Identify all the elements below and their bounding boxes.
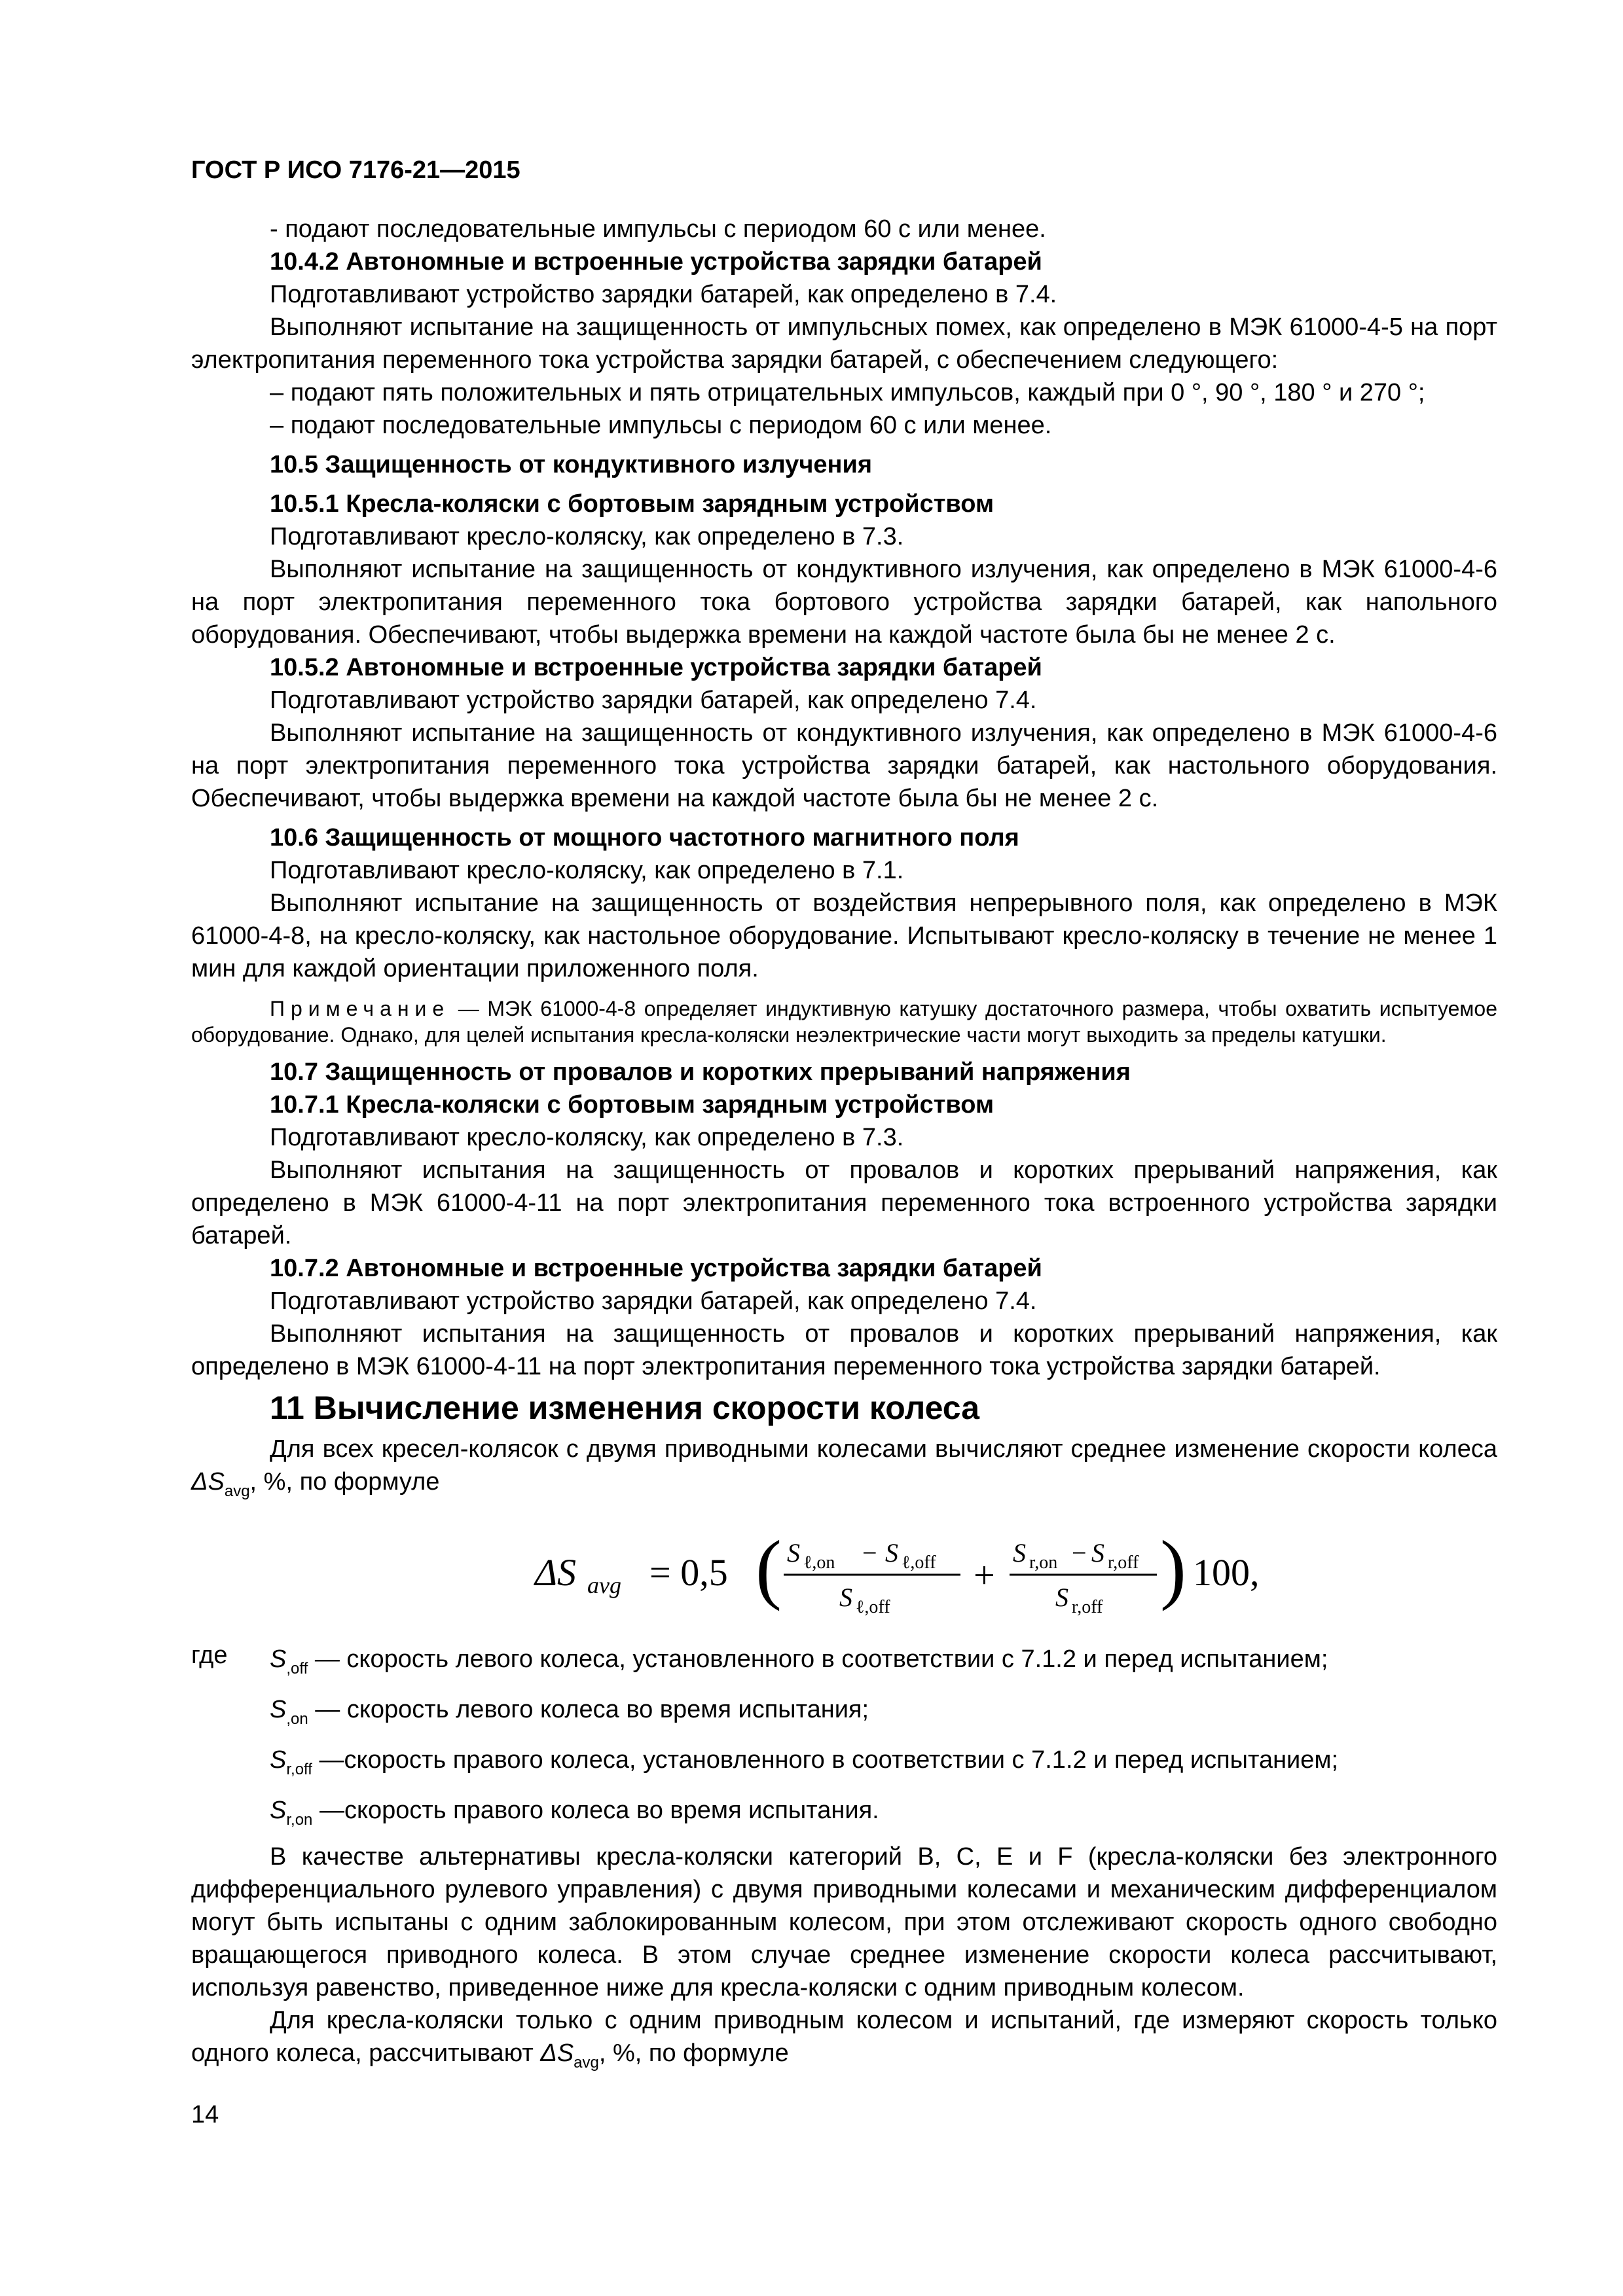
paragraph: Выполняют испытание на защищенность от кондуктивного излучения, как определено в МЭК 61000-4-6 на порт электропитания переменного тока бортового устройства зарядки батарей, как напольного оборудования. Обеспечивают, чтобы выдержка времени на каждой частоте была бы не менее 2 с.	[191, 556, 1497, 649]
section-heading: 10.6 Защищенность от мощного частотного магнитного поля	[270, 824, 1019, 852]
def-subscript: r,off	[286, 1761, 312, 1778]
text-run: , %, по формуле	[598, 2039, 789, 2067]
definitions-list	[270, 1639, 1497, 1840]
right-paren: )	[1160, 1524, 1186, 1611]
page-content	[191, 154, 1497, 2079]
note-label: Примечание	[270, 997, 450, 1020]
fraction2-minus: −	[1072, 1538, 1087, 1568]
section-heading: 10.5.1 Кресла-коляски с бортовым зарядным устройством	[270, 490, 994, 518]
left-paren: (	[756, 1524, 782, 1611]
def-text: — скорость левого колеса во время испытания;	[308, 1696, 869, 1723]
formula-eq: = 0,5	[649, 1551, 728, 1594]
def-symbol: S	[270, 1746, 287, 1774]
fraction2-num-b-sub: r,off	[1108, 1552, 1139, 1573]
section-heading: 10.5 Защищенность от кондуктивного излучения	[270, 451, 872, 478]
def-subscript: r,on	[286, 1811, 313, 1829]
math-subscript: avg	[224, 1482, 250, 1500]
list-item: – подают последовательные импульсы с периодом 60 с или менее.	[270, 412, 1052, 439]
formula-lhs-sub: avg	[587, 1572, 621, 1598]
text-run: Для кресла-коляски только с одним приводным колесом и испытаний, где измеряют скорость только одного колеса, рассчитывают	[191, 2007, 1497, 2067]
variable-definitions	[191, 1639, 1497, 1840]
def-subscript: ,on	[286, 1710, 308, 1728]
def-subscript: ,off	[286, 1660, 308, 1677]
definition-item	[270, 1689, 1497, 1740]
section-heading: 10.4.2 Автономные и встроенные устройства зарядки батарей	[270, 248, 1042, 276]
text-run: , %, по формуле	[249, 1468, 440, 1496]
paragraph: Подготавливают устройство зарядки батарей, как определено 7.4.	[270, 1287, 1037, 1315]
def-symbol: S	[270, 1797, 287, 1824]
page-number: 14	[191, 2101, 219, 2128]
note-text: — МЭК 61000-4-8 определяет индуктивную катушку достаточного размера, чтобы охватить испытуемое оборудование. Однако, для целей испытания кресла-коляски неэлектрические части могут выходить за пределы катушки.	[191, 997, 1497, 1047]
paragraph: Выполняют испытания на защищенность от провалов и коротких прерываний напряжения, как определено в МЭК 61000-4-11 на порт электропитания переменного тока встроенного устройства зарядки батарей.	[191, 1157, 1497, 1249]
section-11-title: 11 Вычисление изменения скорости колеса	[270, 1390, 980, 1426]
formula-wheel-speed-change	[191, 1508, 1497, 1639]
paragraph: Выполняют испытание на защищенность от импульсных помех, как определено в МЭК 61000-4-5 на порт электропитания переменного тока устройства зарядки батарей, с обеспечением следующего:	[191, 314, 1497, 374]
def-text: — скорость левого колеса, установленного в соответствии с 7.1.2 и перед испытанием;	[308, 1645, 1328, 1673]
section-heading: 10.5.2 Автономные и встроенные устройства зарядки батарей	[270, 654, 1042, 681]
fraction2-num-a: S	[1013, 1538, 1026, 1568]
paragraph: Выполняют испытание на защищенность от воздействия непрерывного поля, как определено в МЭК 61000-4-8, на кресло-коляску, как настольное оборудование. Испытывают кресло-коляску в течение не менее 1 мин для каждой ориентации приложенного поля.	[191, 889, 1497, 982]
paragraph: Подготавливают кресло-коляску, как определено в 7.3.	[270, 1124, 904, 1151]
paragraph: - подают последовательные импульсы с периодом 60 с или менее.	[270, 215, 1046, 243]
paragraph: Подготавливают устройство зарядки батарей, как определено 7.4.	[270, 687, 1037, 714]
def-symbol: S	[270, 1696, 287, 1723]
definition-item	[270, 1740, 1497, 1790]
paragraph	[191, 2004, 1497, 2079]
list-item: – подают пять положительных и пять отрицательных импульсов, каждый при 0 °, 90 °, 180 ° и 270 °;	[270, 379, 1425, 406]
definition-item	[270, 1639, 1497, 1689]
note	[191, 996, 1497, 1048]
fraction1-den: S	[839, 1583, 852, 1612]
formula-plus: +	[974, 1554, 995, 1596]
math-symbol: ΔS	[191, 1468, 225, 1496]
math-symbol: ΔS	[540, 2039, 574, 2067]
fraction1-num-a: S	[787, 1538, 800, 1568]
paragraph: В качестве альтернативы кресла-коляски категорий В, С, Е и F (кресла-коляски без электронного дифференциального рулевого управления) с двумя приводными колесами и механическим дифференциалом могут быть испытаны с одним заблокированным колесом, при этом отслеживают скорость одного свободно вращающегося приводного колеса. В этом случае среднее изменение скорости колеса рассчитывают, используя равенство, приведенное ниже для кресла-коляски с одним приводным колесом.	[191, 1843, 1497, 2001]
formula-lhs: ΔS	[535, 1551, 577, 1594]
fraction2-num-b: S	[1091, 1538, 1104, 1568]
definition-item	[270, 1790, 1497, 1840]
formula-tail: 100,	[1193, 1551, 1260, 1594]
fraction2-num-a-sub: r,on	[1029, 1552, 1058, 1573]
fraction2-den: S	[1055, 1583, 1068, 1612]
paragraph	[191, 1433, 1497, 1508]
fraction1-num-b: S	[885, 1538, 898, 1568]
section-heading: 10.7.2 Автономные и встроенные устройства зарядки батарей	[270, 1255, 1042, 1282]
fraction1-den-sub: ℓ,off	[856, 1597, 890, 1617]
section-heading: 10.7.1 Кресла-коляски с бортовым зарядным устройством	[270, 1091, 994, 1119]
paragraph: Подготавливают кресло-коляску, как определено в 7.1.	[270, 857, 904, 884]
math-subscript: avg	[574, 2054, 599, 2072]
paragraph: Выполняют испытания на защищенность от провалов и коротких прерываний напряжения, как определено в МЭК 61000-4-11 на порт электропитания переменного тока устройства зарядки батарей.	[191, 1320, 1497, 1380]
paragraph: Подготавливают кресло-коляску, как определено в 7.3.	[270, 523, 904, 550]
def-text: —скорость правого колеса во время испытания.	[312, 1797, 879, 1824]
fraction1-num-b-sub: ℓ,off	[902, 1552, 936, 1573]
document-header: ГОСТ Р ИСО 7176-21—2015	[191, 156, 520, 184]
fraction1-minus: −	[862, 1538, 877, 1568]
text-run: Для всех кресел-колясок с двумя приводными колесами вычисляют среднее изменение скорости колеса	[270, 1435, 1497, 1463]
def-text: —скорость правого колеса, установленного в соответствии с 7.1.2 и перед испытанием;	[312, 1746, 1339, 1774]
paragraph: Выполняют испытание на защищенность от кондуктивного излучения, как определено в МЭК 61000-4-6 на порт электропитания переменного тока устройства зарядки батарей, как настольного оборудования. Обеспечивают, чтобы выдержка времени на каждой частоте была бы не менее 2 с.	[191, 719, 1497, 812]
where-label: где	[191, 1641, 228, 1669]
paragraph: Подготавливают устройство зарядки батарей, как определено в 7.4.	[270, 281, 1057, 308]
fraction2-den-sub: r,off	[1072, 1597, 1103, 1617]
section-heading: 10.7 Защищенность от провалов и коротких прерываний напряжения	[270, 1058, 1131, 1086]
fraction1-num-a-sub: ℓ,on	[803, 1552, 835, 1573]
def-symbol: S	[270, 1645, 287, 1673]
